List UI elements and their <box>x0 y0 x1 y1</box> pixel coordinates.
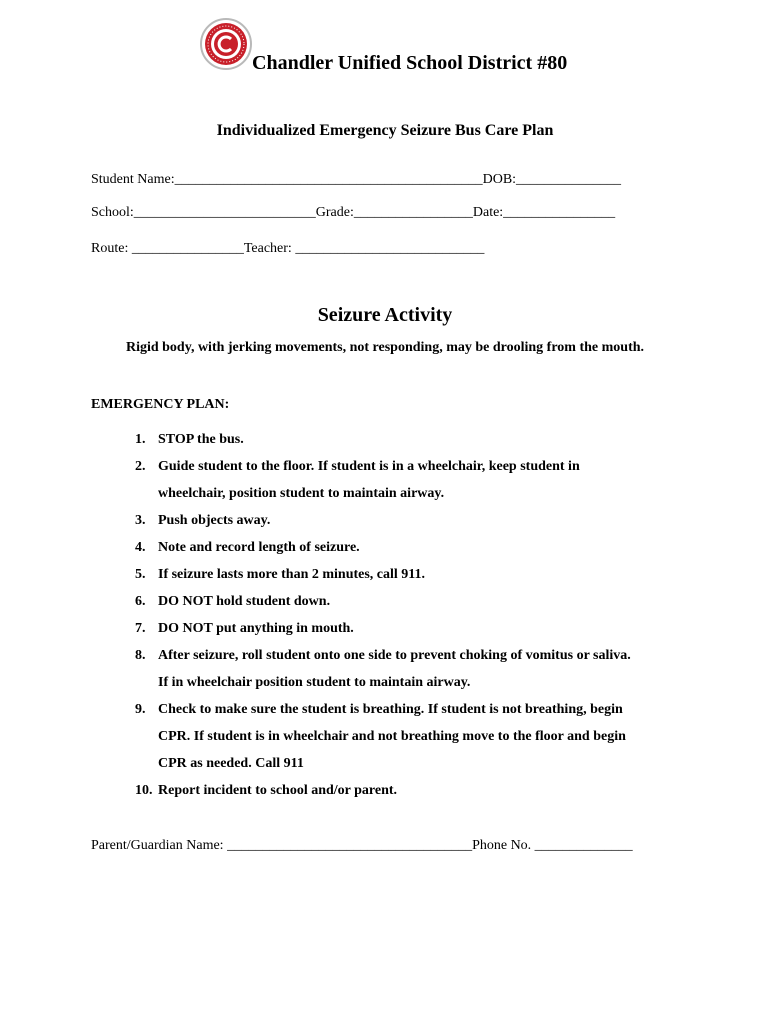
seizure-activity-title: Seizure Activity <box>317 304 453 326</box>
plan-step-line: DO NOT hold student down. <box>158 594 331 609</box>
district-seal-icon <box>200 18 252 70</box>
plan-step-text <box>158 561 695 588</box>
plan-step-number: 7. <box>135 621 146 636</box>
plan-step-number: 8. <box>135 648 146 663</box>
student-info-row: Student Name:____________________________________________DOB:_______________ <box>91 172 622 187</box>
plan-step-number: 3. <box>135 513 146 528</box>
emergency-plan-list <box>135 426 695 804</box>
plan-step <box>135 426 695 453</box>
plan-step-text <box>158 642 695 696</box>
plan-step-number: 1. <box>135 432 146 447</box>
plan-step-number: 10. <box>135 783 153 798</box>
plan-step <box>135 507 695 534</box>
plan-step <box>135 534 695 561</box>
plan-step-number: 9. <box>135 702 146 717</box>
plan-step-line: wheelchair, position student to maintain airway. <box>158 486 445 501</box>
plan-step-line: Guide student to the floor. If student is in a wheelchair, keep student in <box>158 459 580 474</box>
plan-step <box>135 777 695 804</box>
plan-step-line: Check to make sure the student is breathing. If student is not breathing, begin <box>158 702 623 717</box>
plan-step-line: After seizure, roll student onto one side to prevent choking of vomitus or saliva. <box>158 648 631 663</box>
plan-step <box>135 588 695 615</box>
plan-step-text <box>158 696 695 777</box>
plan-step-line: Report incident to school and/or parent. <box>158 783 398 798</box>
plan-step-text <box>158 588 695 615</box>
plan-step-number: 2. <box>135 459 146 474</box>
plan-step-line: Push objects away. <box>158 513 271 528</box>
plan-step-number: 6. <box>135 594 146 609</box>
plan-step-text <box>158 615 695 642</box>
plan-step-text <box>158 453 695 507</box>
plan-step-line: DO NOT put anything in mouth. <box>158 621 354 636</box>
plan-step <box>135 615 695 642</box>
school-info-row: School:__________________________Grade:_________________Date:________________ <box>91 205 616 220</box>
plan-step-number: 5. <box>135 567 146 582</box>
plan-step-text <box>158 507 695 534</box>
plan-step <box>135 561 695 588</box>
seizure-activity-description: Rigid body, with jerking movements, not responding, may be drooling from the mouth. <box>125 340 645 355</box>
plan-step-line: Note and record length of seizure. <box>158 540 360 555</box>
plan-step-number: 4. <box>135 540 146 555</box>
plan-step <box>135 453 695 507</box>
route-info-row: Route: ________________Teacher: ___________________________ <box>91 241 485 256</box>
plan-step-text <box>158 426 695 453</box>
plan-step-line: If in wheelchair position student to maintain airway. <box>158 675 471 690</box>
plan-step-line: CPR. If student is in wheelchair and not breathing move to the floor and begin <box>158 729 626 744</box>
form-title: Individualized Emergency Seizure Bus Care Plan <box>216 122 554 139</box>
plan-step-text <box>158 777 695 804</box>
emergency-plan-label: EMERGENCY PLAN: <box>91 397 230 412</box>
plan-step-line: CPR as needed. Call 911 <box>158 756 304 771</box>
district-name: Chandler Unified School District #80 <box>252 52 568 74</box>
plan-step <box>135 642 695 696</box>
plan-step <box>135 696 695 777</box>
plan-step-text <box>158 534 695 561</box>
plan-step-line: STOP the bus. <box>158 432 244 447</box>
parent-guardian-row: Parent/Guardian Name: ___________________________________Phone No. ______________ <box>91 838 633 853</box>
plan-step-line: If seizure lasts more than 2 minutes, call 911. <box>158 567 426 582</box>
